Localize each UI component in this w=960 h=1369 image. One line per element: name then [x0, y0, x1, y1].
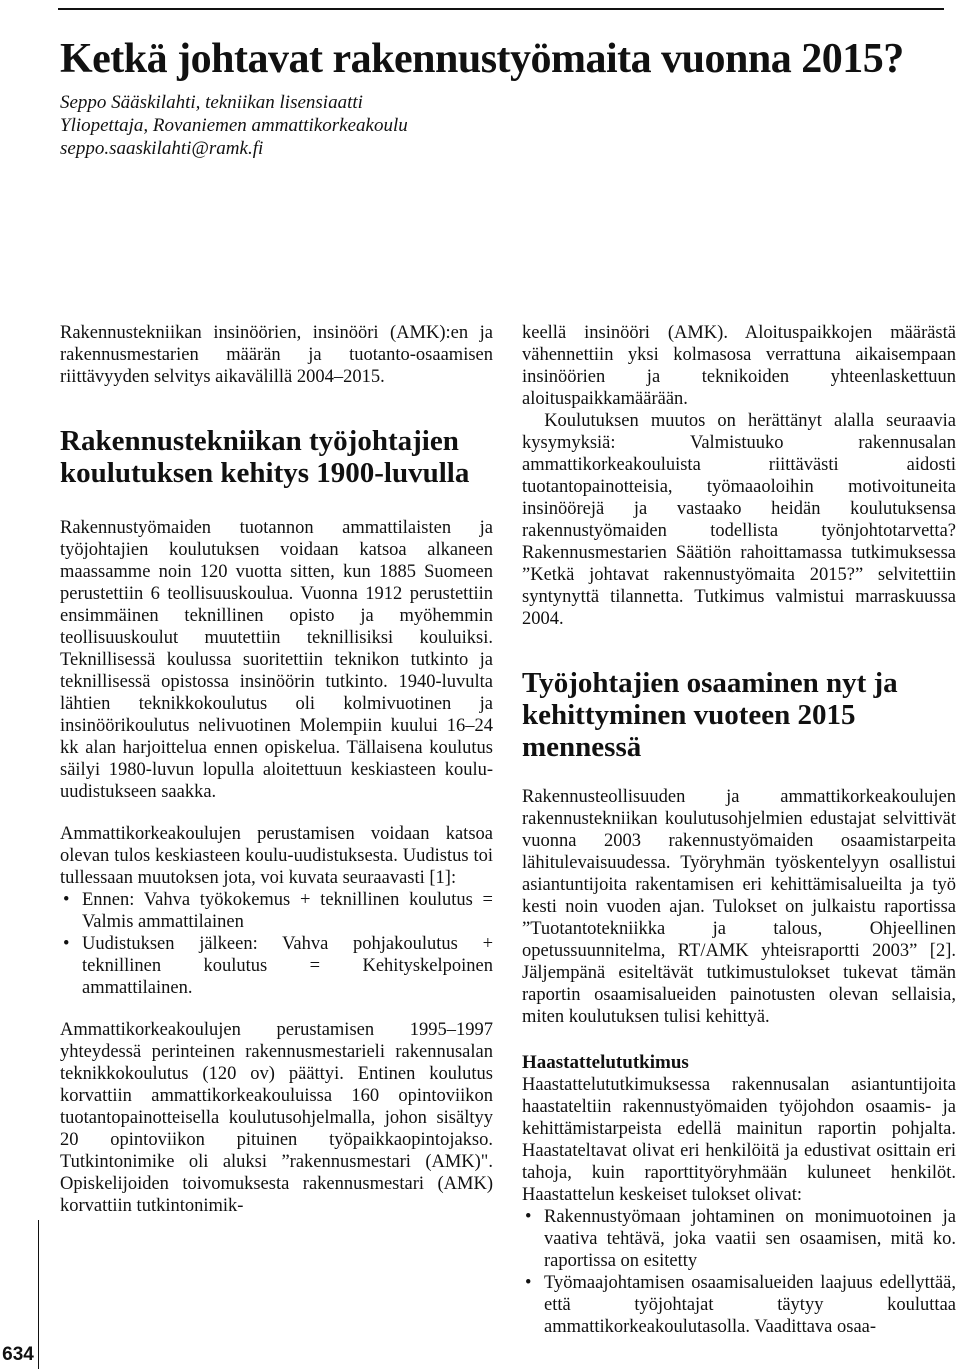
- subheading-interview-study: Haastattelututkimus: [522, 1051, 689, 1073]
- paragraph: Haastattelututkimuksessa rakennusalan asiantuntijoita haastateltiin rakennustyömaiden työjohdon osaamis- ja kehittämistarpeista edellä mainitun raportin pohjalta. Haastateltavat olivat eri henkilöitä ja edustivat osittain eri tahoja, kuin raporttityöryhmään kuluneet henkilöt. Haastattelun keskeiset tulokset olivat:: [522, 1075, 956, 1206]
- paragraph: Ammattikorkeakoulujen perustamisen voidaan katsoa olevan tulos keskiasteen koulu-uudistuksesta. Uudistus toi tullessaan muutoksen jota, voi kuvata seuraavasti [1]:: [60, 823, 493, 888]
- list-item: • Rakennustyömaan johtaminen on monimuotoinen ja vaativa tehtävä, joka vaatii sen osaamisen, mitä ko. raportissa on esitetty: [522, 1206, 956, 1272]
- paragraph: Ammattikorkeakoulujen perustamisen 1995–1997 yhteydessä perinteinen rakennusmestarieli rakennusalan teknikkokoulutus (120 ov) päättyi. Entinen koulutus korvattiin ammattikorkeakouluissa 160 opintoviikon tuotantopainotteisella koulutusohjelmalla, johon sisältyy 20 opintoviikon pituinen työpaikkaopintojakso. Tutkintonimike oli aluksi ”rakennusmestari (AMK)". Opiskelijoiden toivomuksesta rakennusmestari (AMK) korvattiin tutkintonimik-: [60, 1019, 493, 1216]
- top-rule: [58, 8, 944, 10]
- bullet-list: [60, 889, 493, 999]
- list-item: • Uudistuksen jälkeen: Vahva pohjakoulutus + teknillinen koulutus = Kehityskelpoinen ammattilainen.: [60, 933, 493, 999]
- paragraph: Rakennustyömaiden tuotannon ammattilaisten ja työjohtajien koulutuksen voidaan katsoa alkaneen maassamme noin 120 vuotta sitten, kun 1885 Suomeen perustettiin 6 teollisuuskoulua. Vuonna 1912 perustettiin ensimmäinen teknillinen opisto ja myöhemmin teollisuuskoulut muutettiin teknillisiksi kouluiksi. Teknillisessä koulussa suoritettiin teknikon tutkinto ja teknillisessä opistossa insinöörin tutkinto. 1940-luvulta lähtien teknikkokoulutus oli kolmivuotinen ja insinöörikoulutus nelivuotinen Molempiin kuului 16–24 kk alan harjoittelua ennen opiskelua. Tällaisena koulutus säilyi 1980-luvun lopulla aloitettuun keskiasteen koulu-uudistukseen saakka.: [60, 517, 493, 802]
- article-title: Ketkä johtavat rakennustyömaita vuonna 2015?: [60, 36, 904, 82]
- paragraph: keellä insinööri (AMK). Aloituspaikkojen määrästä vähennettiin yksi kolmasosa verrattuna aikaisempaan insinöörien ja teknikoiden yhteenlaskettuun aloituspaikkamäärään.: [522, 323, 956, 409]
- left-column: [60, 322, 493, 1217]
- paragraph: Rakennusteollisuuden ja ammattikorkeakoulujen rakennustekniikan koulutusohjelmien edustajat selvittivät vuonna 2003 rakennustyömaiden osaamistarpeita lähitulevaisuudessa. Työryhmän työskentelyyn osallistui asiantuntijoita rakentamisen eri kehittämisalueilta ja työ kesti noin vuoden ajan. Tulokset on julkaistu raportissa ”Tuotantotekniikka ja talous, Ohjeellinen opetussuunnitelma, RT/AMK yhteisraportti 2003” [2]. Jäljempänä esiteltävät tutkimustulokset tukevat tämän raportin osaamisalueiden painotusten olevan sellaisia, miten koulutuksen tulisi kehittyä.: [522, 786, 956, 1027]
- margin-rule: [38, 1220, 39, 1369]
- author-name: Seppo Sääskilahti, tekniikan lisensiaatti: [60, 92, 363, 113]
- author-block: [60, 92, 660, 160]
- section-heading-skills: Työjohtajien osaaminen nyt ja kehittyminen vuoteen 2015 mennessä: [522, 667, 898, 763]
- section-heading-history: Rakennustekniikan työjohtajien koulutuksen kehitys 1900-luvulla: [60, 425, 470, 489]
- author-position: Yliopettaja, Rovaniemen ammattikorkeakoulu: [60, 114, 408, 136]
- page-number: 634: [2, 1344, 34, 1365]
- bullet-list: [522, 1206, 956, 1338]
- list-item: • Ennen: Vahva työkokemus + teknillinen koulutus = Valmis ammattilainen: [60, 889, 493, 933]
- author-email: seppo.saaskilahti@ramk.fi: [60, 137, 264, 159]
- paragraph: Koulutuksen muutos on herättänyt alalla seuraavia kysymyksiä: Valmistuuko rakennusalan ammattikorkeakouluista riittävästi aidosti tuotantopainotteisia, työmaaoloihin motivoituneita insinöörejä ja vastaako heidän koulutuksensa rakennustyömaiden todellista työnjohtotarvetta? Rakennusmestarien Säätiön rahoittamassa tutkimuksessa ”Ketkä johtavat rakennustyömaita 2015?” selvitettiin syntynyttä tilannetta. Tutkimus valmistui marraskuussa 2004.: [522, 411, 956, 629]
- right-column: [522, 322, 956, 1338]
- abstract: Rakennustekniikan insinöörien, insinööri (AMK):en ja rakennusmestarien määrän ja tuotanto-osaamisen riittävyyden selvitys aikavälillä 2004–2015.: [60, 323, 493, 387]
- list-item: • Työmaajohtamisen osaamisalueiden laajuus edellyttää, että työjohtajat täytyy kouluttaa ammattikorkeakoulutasolla. Vaadittava osaa-: [522, 1272, 956, 1338]
